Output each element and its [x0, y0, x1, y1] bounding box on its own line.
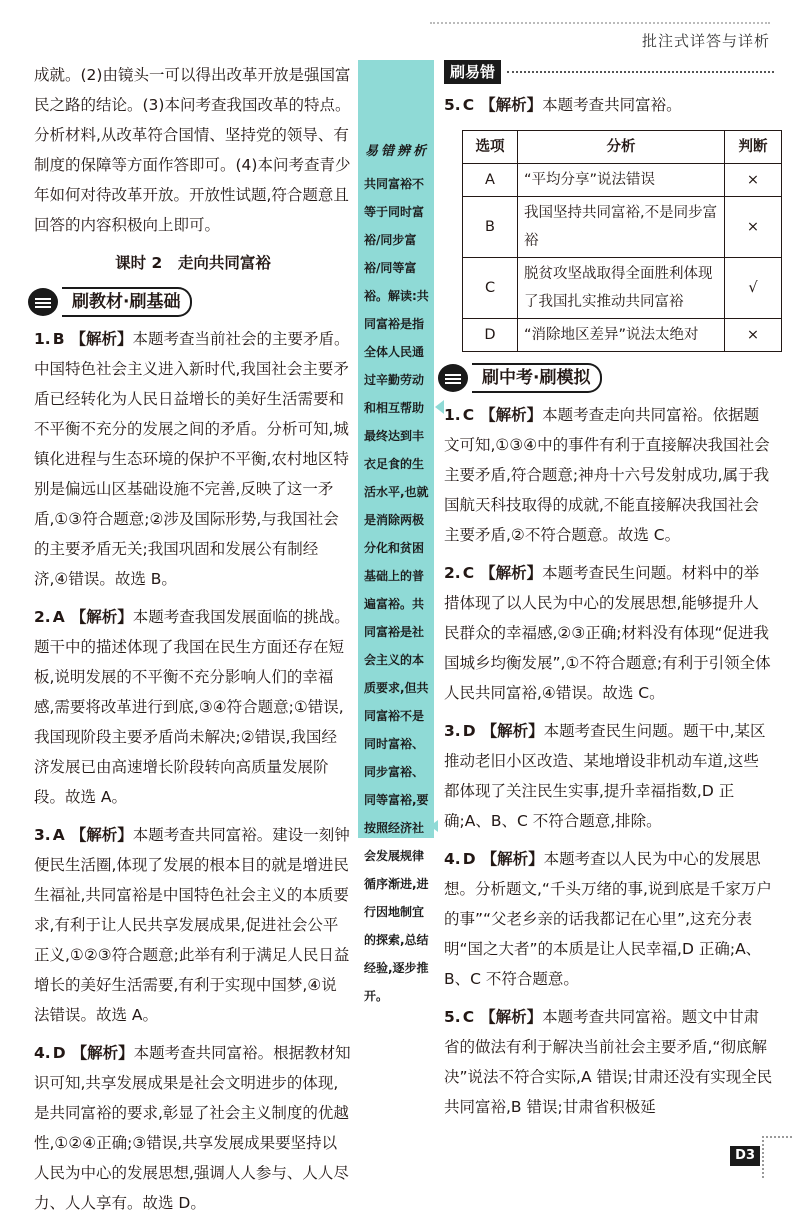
- table-cell-analysis: 我国坚持共同富裕,不是同步富裕: [518, 197, 725, 258]
- answer-item: [444, 716, 774, 836]
- analysis-label: 【解析】: [480, 564, 543, 582]
- arrow-left-icon: [435, 400, 444, 414]
- table-header: 选项: [463, 131, 518, 164]
- section-banner: [28, 286, 352, 318]
- analysis-label: 【解析】: [480, 406, 543, 424]
- section-title: 刷中考·刷模拟: [472, 363, 602, 393]
- answer-item: [34, 602, 352, 812]
- answer-text: 本题考查民生问题。题干中,某区推动老旧小区改造、某地增设非机动车道,这些都体现了关注民生实事,提升幸福指数,D 正确;A、B、C 不符合题意,排除。: [444, 722, 766, 830]
- table-header: 判断: [725, 131, 782, 164]
- answer-text: 本题考查走向共同富裕。依据题文可知,①③④中的事件有利于直接解决我国社会主要矛盾,符合题意;神舟十六号发射成功,属于我国航天科技取得的成就,不能直接解决我国社会主要矛盾,②不符合题意。故选 C。: [444, 406, 770, 544]
- question-number: 5.: [444, 1008, 461, 1026]
- left-column: [34, 60, 352, 1226]
- analysis-label: 【解析】: [481, 722, 544, 740]
- section-title: 刷教材·刷基础: [62, 287, 192, 317]
- table-cell-option: C: [463, 258, 518, 319]
- answer-text: 本题考查共同富裕。根据教材知识可知,共享发展成果是社会文明进步的体现,是共同富裕的要求,彰显了社会主义制度的优越性,①②④正确;③错误,共享发展成果要坚持以人民为中心的发展思想,强调人人参与、人人尽力、人人享有。故选 D。: [34, 1044, 351, 1212]
- answer-item: [444, 844, 774, 994]
- corner-dots: [762, 1136, 792, 1178]
- table-cell-option: D: [463, 319, 518, 352]
- table-cell-analysis: “平均分享”说法错误: [518, 164, 725, 197]
- lesson-title: 课时 2 走向共同富裕: [115, 254, 271, 272]
- arrow-left-icon: [430, 820, 438, 832]
- page-number: D3: [730, 1146, 760, 1166]
- answer-letter: A: [52, 608, 65, 626]
- table-row: [463, 197, 782, 258]
- question-number: 3.: [34, 826, 51, 844]
- answer-letter: D: [462, 722, 476, 740]
- section-banner: [438, 362, 774, 394]
- annotation-title: 易错辨析: [364, 144, 429, 159]
- analysis-label: 【解析】: [70, 330, 133, 348]
- table-cell-option: B: [463, 197, 518, 258]
- table-row: [463, 258, 782, 319]
- analysis-label: 【解析】: [480, 1008, 543, 1026]
- question-number: 1.: [34, 330, 51, 348]
- question-number: 4.: [34, 1044, 51, 1062]
- analysis-label: 【解析】: [480, 96, 543, 114]
- answer-item: [34, 324, 352, 594]
- small-section-title: 刷易错: [444, 60, 501, 84]
- answer-letter: C: [462, 96, 475, 114]
- analysis-label: 【解析】: [70, 826, 133, 844]
- table-cell-option: A: [463, 164, 518, 197]
- question-number: 2.: [34, 608, 51, 626]
- answer-text: 本题考查共同富裕。: [542, 96, 682, 114]
- answer-letter: A: [52, 826, 65, 844]
- answer-letter: C: [462, 564, 475, 582]
- question-number: 2.: [444, 564, 461, 582]
- question-number: 1.: [444, 406, 461, 424]
- book-icon: [438, 364, 468, 392]
- answer-item: [444, 400, 774, 550]
- answer-text: 本题考查当前社会的主要矛盾。中国特色社会主义进入新时代,我国社会主要矛盾已经转化为人民日益增长的美好生活需要和不平衡不充分的发展之间的矛盾。分析可知,城镇化进程与生态环境的保护不平衡,农村地区特别是偏远山区基础设施不完善,反映了这一矛盾,①③符合题意;②涉及国际形势,与我国社会的主要矛盾无关;我国巩固和发展公有制经济,④错误。故选 B。: [34, 330, 350, 588]
- answer-text: 本题考查共同富裕。建设一刻钟便民生活圈,体现了发展的根本目的就是增进民生福祉,共同富裕是中国特色社会主义的本质要求,有利于让人民共享发展成果,促进社会公平正义,①②③符合题意;此举有利于满足人民日益增长的美好生活需要,有利于实现中国梦,④说法错误。故选 A。: [34, 826, 350, 1024]
- answer-text: 本题考查我国发展面临的挑战。题干中的描述体现了我国在民生方面还存在短板,说明发展的不平衡不充分影响人们的幸福感,需要将改革进行到底,③④符合题意;①错误,我国现阶段主要矛盾尚未解决;②错误,我国经济发展已由高速增长阶段转向高质量发展阶段。故选 A。: [34, 608, 350, 806]
- annotation-content: [364, 138, 430, 1010]
- question-number: 5.: [444, 96, 461, 114]
- dotted-divider: [507, 71, 774, 73]
- answer-text: 本题考查以人民为中心的发展思想。分析题文,“千头万绪的事,说到底是千家万户的事”“父老乡亲的话我都记在心里”,这充分表明“国之大者”的本质是让人民幸福,D 正确;A、B、C 不符合题意。: [444, 850, 772, 988]
- answer-item: [34, 1038, 352, 1218]
- analysis-label: 【解析】: [481, 850, 544, 868]
- small-section-banner: [444, 60, 774, 84]
- header-divider: [430, 22, 770, 24]
- intro-paragraph: 成就。(2)由镜头一可以得出改革开放是强国富民之路的结论。(3)本问考查我国改革的特点。分析材料,从改革符合国情、坚持党的领导、有制度的保障等方面作答即可。(4)本问考查青少年如何对待改革开放。开放性试题,符合题意且回答的内容积极向上即可。: [34, 66, 351, 234]
- table-header-row: [463, 131, 782, 164]
- table-cell-analysis: “消除地区差异”说法太绝对: [518, 319, 725, 352]
- question-number: 4.: [444, 850, 461, 868]
- answer-text: 本题考查共同富裕。题文中甘肃省的做法有利于解决当前社会主要矛盾,“彻底解决”说法不符合实际,A 错误;甘肃还没有实现全民共同富裕,B 错误;甘肃省积极延: [444, 1008, 773, 1116]
- page-header-title: 批注式详答与详析: [641, 32, 770, 50]
- analysis-label: 【解析】: [70, 608, 133, 626]
- answer-item: [444, 90, 774, 120]
- book-icon: [28, 288, 58, 316]
- question-number: 3.: [444, 722, 461, 740]
- answer-letter: D: [52, 1044, 66, 1062]
- table-row: [463, 319, 782, 352]
- answer-text: 本题考查民生问题。材料中的举措体现了以人民为中心的发展思想,能够提升人民群众的幸福感,②③正确;材料没有体现“促进我国城乡均衡发展”,①不符合题意;有利于引领全体人民共同富裕,④错误。故选 C。: [444, 564, 771, 702]
- analysis-table: [462, 130, 782, 352]
- table-cell-judgment: √: [725, 258, 782, 319]
- answer-letter: C: [462, 1008, 475, 1026]
- table-cell-judgment: ×: [725, 197, 782, 258]
- table-row: [463, 164, 782, 197]
- table-cell-analysis: 脱贫攻坚战取得全面胜利体现了我国扎实推动共同富裕: [518, 258, 725, 319]
- analysis-label: 【解析】: [71, 1044, 134, 1062]
- annotation-text: 共同富裕不等于同时富裕/同步富裕/同等富裕。解读:共同富裕是指全体人民通过辛勤劳动和相互帮助最终达到丰衣足食的生活水平,也就是消除两极分化和贫困基础上的普遍富裕。共同富裕是社会主义的本质要求,但共同富裕不是同时富裕、同步富裕、同等富裕,要按照经济社会发展规律循序渐进,进行因地制宜的探索,总结经验,逐步推开。: [364, 177, 429, 1003]
- table-header: 分析: [518, 131, 725, 164]
- answer-item: [34, 820, 352, 1030]
- annotation-sidebar: [358, 60, 434, 1003]
- answer-letter: B: [52, 330, 65, 348]
- right-column: [444, 60, 774, 1130]
- answer-item: [444, 1002, 774, 1122]
- answer-letter: D: [462, 850, 476, 868]
- table-cell-judgment: ×: [725, 164, 782, 197]
- answer-letter: C: [462, 406, 475, 424]
- table-cell-judgment: ×: [725, 319, 782, 352]
- answer-item: [444, 558, 774, 708]
